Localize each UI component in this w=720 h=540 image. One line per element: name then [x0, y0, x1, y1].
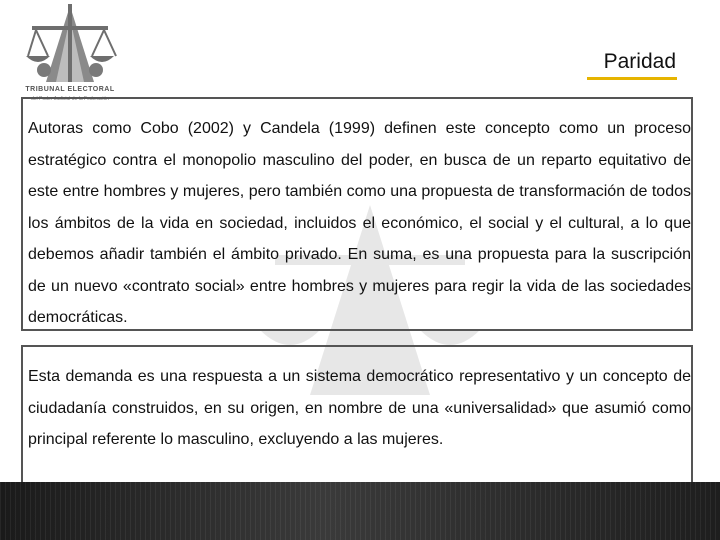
paragraph-box-demand [21, 345, 693, 485]
slide-title: Paridad [603, 50, 676, 73]
scales-of-justice-icon [22, 4, 118, 84]
title-underline [587, 77, 677, 80]
logo-subtitle: del Poder Judicial de la Federación [30, 96, 110, 102]
footer-texture-bar [0, 482, 720, 540]
paragraph-definition: Autoras como Cobo (2002) y Candela (1999) definen este concepto como un proceso estratégico contra el monopolio masculino del poder, en busca de un reparto equitativo de este entre hombres y mujeres, pero también como una propuesta de transformación de todos los ámbitos de la vida en sociedad, incluidos el económico, el social y el cultural, a lo que debemos añadir también el ámbito privado. En suma, es una propuesta para la suscripción de un nuevo «contrato social» entre hombres y mujeres para regir la vida de las sociedades democráticas. [28, 120, 691, 326]
paragraph-box-definition [21, 97, 693, 331]
paragraph-demand: Esta demanda es una respuesta a un sistema democrático representativo y un concepto de ciudadanía construidos, en su origen, en nombre de una «universalidad» que asumió como principal referente lo masculino, excluyendo a las mujeres. [28, 368, 691, 448]
tribunal-logo [14, 4, 136, 104]
logo-name: TRIBUNAL ELECTORAL [25, 86, 115, 93]
